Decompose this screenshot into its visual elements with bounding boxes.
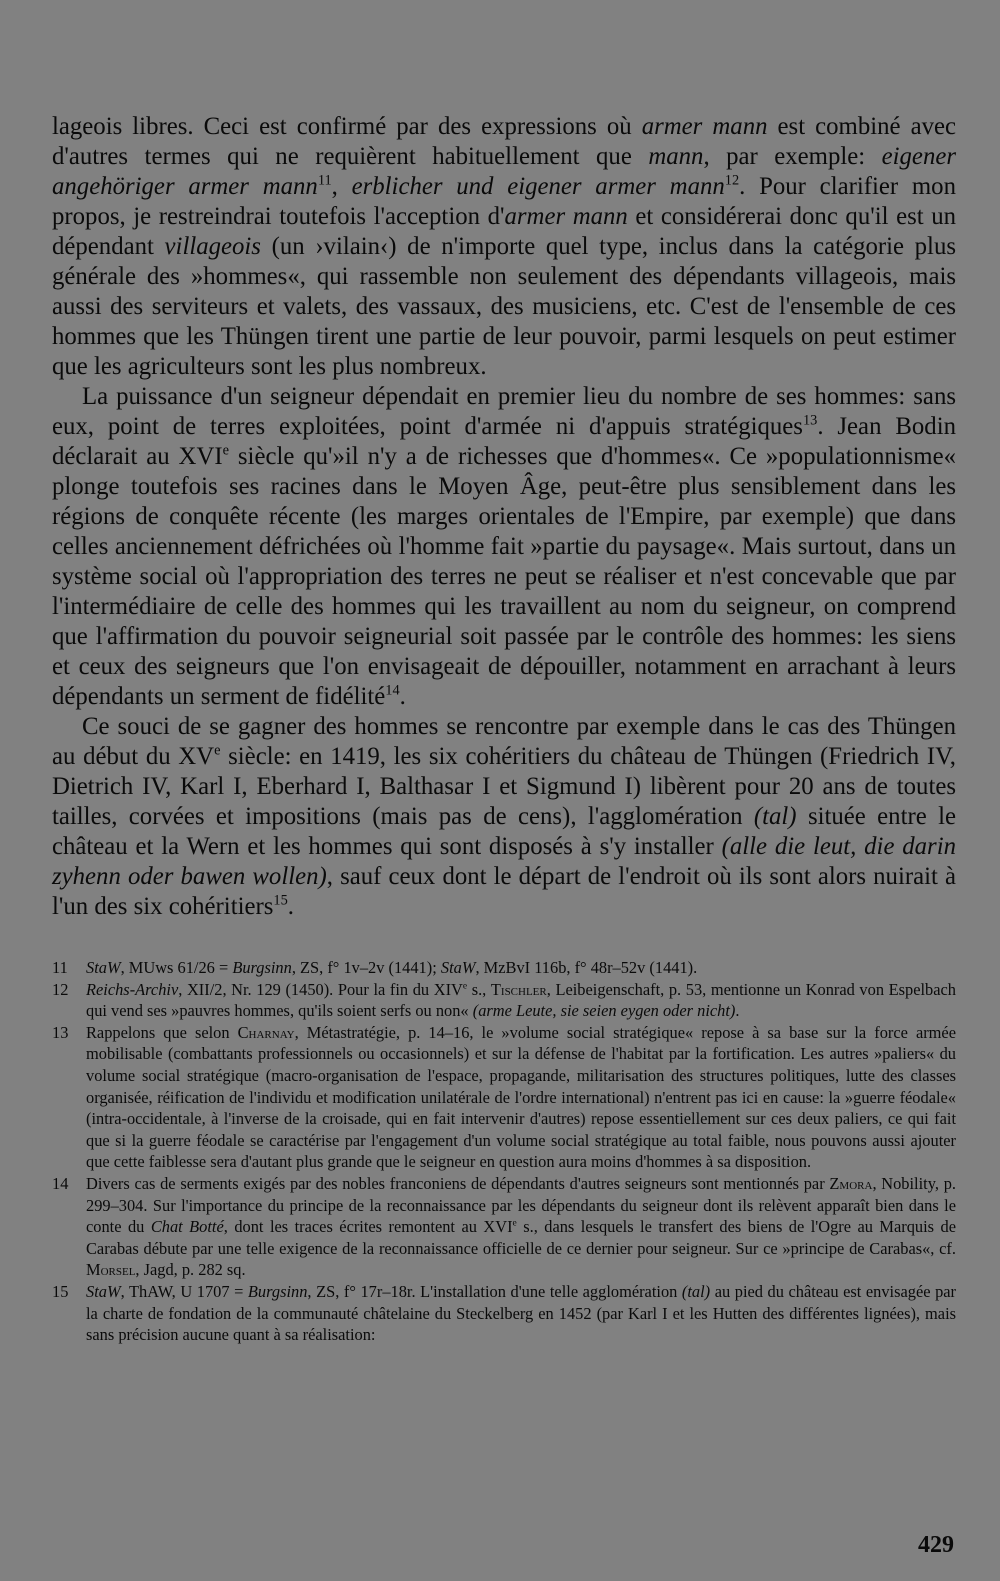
paragraph-1: lageois libres. Ceci est confirmé par des expressions où armer mann est combiné avec d'autres termes qui ne requièrent habituellement que mann, par exemple: eigener angehöriger armer mann$^{11}$, erblicher und eigener armer mann$^{12}$. Pour clarifier mon propos, je restreindrai toutefois l'acception d'armer mann et considérerai donc qu'il est un dépendant villageois (un ›vilain‹) de n'importe quel type, inclus dans la catégorie plus générale des »hommes«, qui rassemble non seulement des dépendants villageois, mais aussi des serviteurs et valets, des vassaux, des musiciens, etc. C'est de l'ensemble de ces hommes que les Thüngen tirent une partie de leur pouvoir, parmi lesquels on peut estimer que les agriculteurs sont les plus nombreux.	[52, 113, 957, 380]
footnote-text: Divers cas de serments exigés par des nobles franconiens de dépendants d'autres seigneurs sont mentionnés par Zmora, Nobility, p. 299–304. Sur l'importance du principe de la reconnaissance par les dépendants du seigneur dont ils relèvent apparaît bien dans le conte du Chat Botté, dont les traces écrites remontent au XVIe s., dans lesquels le transfert des biens de l'Ogre au Marquis de Carabas débute par une telle exigence de la reconnaissance officielle de ce dernier pour seigneur. Sur ce »principe de Carabas«, cf. Morsel, Jagd, p. 282 sq.	[86, 1173, 956, 1280]
footnote-13	[52, 1022, 956, 1173]
footnote-number: 11	[52, 958, 68, 977]
footnote-11	[52, 957, 956, 979]
footnote-number: 12	[52, 979, 69, 999]
footnote-ref-13[interactable]: 13	[802, 412, 818, 429]
page-number: 429	[918, 1532, 954, 1558]
paragraph-2: La puissance d'un seigneur dépendait en premier lieu du nombre de ses hommes: sans eux, point de terres exploitées, point d'armée ni d'appuis stratégiques$^{13}$. Jean Bodin déclarait au XVIe siècle qu'»il n'y a de richesses que d'hommes«. Ce »populationnisme« plonge toutefois ses racines dans le Moyen Âge, peut-être plus sensiblement dans les régions de conquête récente (les marges orientales de l'Empire, par exemple) que dans celles anciennement défrichées où l'homme fait »partie du paysage«. Mais surtout, dans un système social où l'appropriation des terres ne peut se réaliser et n'est concevable que par l'intermédiaire de celle des hommes qui les travaillent au nom du seigneur, on comprend que l'affirmation du pouvoir seigneurial soit passée par le contrôle des hommes: les siens et ceux des seigneurs que l'on envisageait de dépouiller, notamment en arrachant à leurs dépendants un serment de fidélité$^{14}$.	[52, 383, 956, 710]
footnote-text: Reichs-Archiv, XII/2, Nr. 129 (1450). Pour la fin du XIVe s., Tischler, Leibeigenschaft, p. 53, mentionne un Konrad von Espelbach qui vend ses »pauvres hommes, qu'ils soient serfs ou non« (arme Leute, sie seien eygen oder nicht).	[86, 979, 956, 1021]
footnote-number: 14	[52, 1173, 69, 1193]
footnote-text: Rappelons que selon Charnay, Métastratégie, p. 14–16, le »volume social stratégique« repose à sa base sur la force armée mobilisable (combattants professionnels ou occasionnels) et sur la défense de l'habitat par la fortification. Les autres »paliers« du volume social stratégique (macro-organisation de l'espace, propagande, militarisation des structures politiques, lutte des classes organisée, réification de l'individu et modification unilatérale de l'ordre international) n'entrent pas ici en cause: la »guerre féodale« (intra-occidentale, à l'inverse de la croisade, qui en fait intervenir d'autres) repose essentiellement sur ces deux paliers, ce qui fait que si la guerre féodale se caractérise par l'engagement d'un volume social stratégique au total faible, nous pouvons aussi ajouter que cette faiblesse sera d'autant plus grande que le seigneur en question aura moins d'hommes à sa disposition.	[86, 1022, 956, 1172]
footnote-text: StaW, MUws 61/26 = Burgsinn, ZS, f° 1v–2v (1441); StaW, MzBvI 116b, f° 48r–52v (1441).	[86, 958, 698, 977]
footnote-ref-14[interactable]: 14	[385, 682, 400, 699]
main-text	[52, 112, 956, 922]
footnote-14	[52, 1173, 956, 1281]
footnote-number: 15	[52, 1281, 69, 1301]
footnote-number: 13	[52, 1022, 69, 1042]
paragraph-3: Ce souci de se gagner des hommes se rencontre par exemple dans le cas des Thüngen au début du XVe siècle: en 1419, les six cohéritiers du château de Thüngen (Friedrich IV, Dietrich IV, Karl I, Eberhard I, Balthasar I et Sigmund I) libèrent pour 20 ans de toutes tailles, corvées et impositions (mais pas de cens), l'agglomération (tal) située entre le château et la Wern et les hommes qui sont disposés à s'y installer (alle die leut, die darin zyhenn oder bawen wollen), sauf ceux dont le départ de l'endroit où ils sont alors nuirait à l'un des six cohéritiers$^{15}$.	[52, 713, 957, 920]
footnote-ref-11[interactable]: 11	[317, 172, 332, 189]
footnote-ref-12[interactable]: 12	[724, 172, 740, 189]
footnote-12	[52, 979, 956, 1022]
footnotes	[52, 957, 956, 1346]
footnote-text: StaW, ThAW, U 1707 = Burgsinn, ZS, f° 17r–18r. L'installation d'une telle agglomération (tal) au pied du château est envisagée par la charte de fondation de la communauté châtelaine du Steckelberg en 1452 (par Karl I et les Hutten des différentes lignées), mais sans précision aucune quant à sa réalisation:	[86, 1281, 957, 1345]
footnote-ref-15[interactable]: 15	[273, 892, 288, 909]
footnote-15	[52, 1281, 956, 1346]
